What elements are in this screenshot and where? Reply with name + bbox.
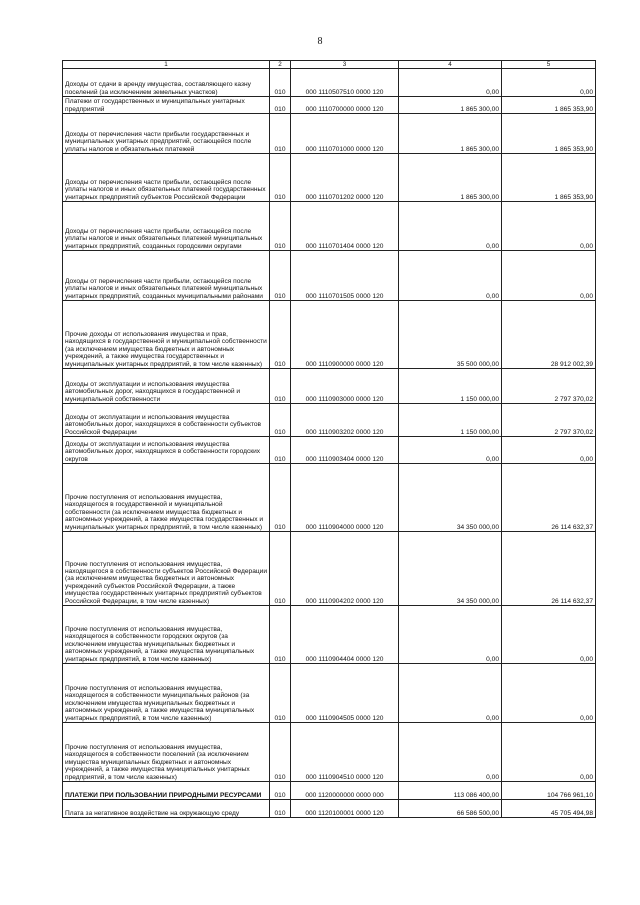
row-line-code: 010: [270, 464, 291, 532]
row-classification-code: 000 1110904202 0000 120: [291, 532, 399, 606]
row-plan-value: 0,00: [399, 251, 502, 301]
row-classification-code: 000 1110904404 0000 120: [291, 606, 399, 664]
row-classification-code: 000 1110701202 0000 120: [291, 154, 399, 202]
row-name: ПЛАТЕЖИ ПРИ ПОЛЬЗОВАНИИ ПРИРОДНЫМИ РЕСУРСАМИ: [63, 782, 270, 800]
row-fact-value: 104 766 961,10: [502, 782, 596, 800]
table-row: [63, 606, 596, 664]
row-line-code: 010: [270, 532, 291, 606]
row-name: Доходы от перечисления части прибыли государственных и муниципальных унитарных предприятий, остающейся после уплаты налогов и обязательных платежей: [63, 114, 270, 154]
column-header: 1: [63, 61, 270, 69]
table-row: [63, 437, 596, 464]
table-row: [63, 202, 596, 251]
column-header: 5: [502, 61, 596, 69]
row-plan-value: 35 500 000,00: [399, 301, 502, 369]
row-fact-value: 0,00: [502, 664, 596, 723]
row-classification-code: 000 1120000000 0000 000: [291, 782, 399, 800]
row-fact-value: 28 912 002,39: [502, 301, 596, 369]
row-name: Прочие поступления от использования имущества, находящегося в государственной и муниципальной собственности (за исключением имущества бюджетных и автономных учреждений, а также имущества государственных и муниципальных унитарных предприятий, в том числе казенных): [63, 464, 270, 532]
row-classification-code: 000 1110700000 0000 120: [291, 97, 399, 114]
row-line-code: 010: [270, 606, 291, 664]
row-name: Прочие доходы от использования имущества и прав, находящихся в государственной и муниципальной собственности (за исключением имущества бюджетных и автономных учреждений, а также имущества государственных и муниципальных унитарных предприятий, в том числе казенных): [63, 301, 270, 369]
row-plan-value: 0,00: [399, 723, 502, 782]
table-row: [63, 723, 596, 782]
row-line-code: 010: [270, 251, 291, 301]
row-name: Прочие поступления от использования имущества, находящегося в собственности муниципальных районов (за исключением имущества муниципальных бюджетных и автономных учреждений, а также имущества муниципальных унитарных предприятий, в том числе казенных): [63, 664, 270, 723]
row-line-code: 010: [270, 800, 291, 818]
revenue-table: [62, 60, 596, 818]
row-fact-value: 0,00: [502, 69, 596, 97]
row-plan-value: 0,00: [399, 606, 502, 664]
row-name: Прочие поступления от использования имущества, находящегося в собственности поселений (за исключением имущества муниципальных бюджетных и автономных учреждений, а также имущества муниципальных унитарных предприятий, в том числе казенных): [63, 723, 270, 782]
row-plan-value: 1 865 300,00: [399, 154, 502, 202]
row-name: Доходы от перечисления части прибыли, остающейся после уплаты налогов и иных обязательных платежей муниципальных унитарных предприятий, созданных городскими округами: [63, 202, 270, 251]
table-row: [63, 301, 596, 369]
row-fact-value: 0,00: [502, 437, 596, 464]
table-row: [63, 800, 596, 818]
table-row: [63, 114, 596, 154]
row-plan-value: 0,00: [399, 664, 502, 723]
row-name: Доходы от сдачи в аренду имущества, составляющего казну поселений (за исключением земельных участков): [63, 69, 270, 97]
row-fact-value: 1 865 353,90: [502, 114, 596, 154]
row-fact-value: 0,00: [502, 723, 596, 782]
row-classification-code: 000 1110701000 0000 120: [291, 114, 399, 154]
table-row: [63, 251, 596, 301]
row-classification-code: 000 1120100001 0000 120: [291, 800, 399, 818]
column-header: 4: [399, 61, 502, 69]
row-plan-value: 1 150 000,00: [399, 369, 502, 404]
row-plan-value: 1 150 000,00: [399, 404, 502, 437]
row-fact-value: 0,00: [502, 251, 596, 301]
table-row: [63, 404, 596, 437]
row-line-code: 010: [270, 437, 291, 464]
row-fact-value: 1 865 353,90: [502, 154, 596, 202]
table-row: [63, 782, 596, 800]
table-row: [63, 664, 596, 723]
row-plan-value: 0,00: [399, 437, 502, 464]
row-fact-value: 2 797 370,02: [502, 404, 596, 437]
column-header: 2: [270, 61, 291, 69]
row-name: Доходы от перечисления части прибыли, остающейся после уплаты налогов и иных обязательных платежей государственных унитарных предприятий субъектов Российской Федерации: [63, 154, 270, 202]
row-fact-value: 26 114 632,37: [502, 532, 596, 606]
table-row: [63, 532, 596, 606]
page-number: 8: [317, 36, 323, 47]
row-line-code: 010: [270, 664, 291, 723]
row-classification-code: 000 1110701404 0000 120: [291, 202, 399, 251]
row-line-code: 010: [270, 114, 291, 154]
table-row: [63, 97, 596, 114]
row-classification-code: 000 1110903000 0000 120: [291, 369, 399, 404]
row-classification-code: 000 1110900000 0000 120: [291, 301, 399, 369]
row-name: Доходы от перечисления части прибыли, остающейся после уплаты налогов и иных обязательных платежей муниципальных унитарных предприятий, созданных муниципальными районами: [63, 251, 270, 301]
row-line-code: 010: [270, 202, 291, 251]
row-classification-code: 000 1110507510 0000 120: [291, 69, 399, 97]
row-classification-code: 000 1110903404 0000 120: [291, 437, 399, 464]
row-line-code: 010: [270, 301, 291, 369]
row-classification-code: 000 1110903202 0000 120: [291, 404, 399, 437]
row-name: Прочие поступления от использования имущества, находящегося в собственности городских округов (за исключением имущества муниципальных бюджетных и автономных учреждений, а также имущества муниципальных унитарных предприятий, в том числе казенных): [63, 606, 270, 664]
row-name: Плата за негативное воздействие на окружающую среду: [63, 800, 270, 818]
row-fact-value: 0,00: [502, 202, 596, 251]
row-line-code: 010: [270, 154, 291, 202]
row-plan-value: 66 586 500,00: [399, 800, 502, 818]
row-plan-value: 0,00: [399, 202, 502, 251]
row-fact-value: 1 865 353,90: [502, 97, 596, 114]
row-line-code: 010: [270, 782, 291, 800]
table-row: [63, 154, 596, 202]
row-plan-value: 1 865 300,00: [399, 97, 502, 114]
row-line-code: 010: [270, 97, 291, 114]
row-name: Прочие поступления от использования имущества, находящегося в собственности субъектов Российской Федерации (за исключением имущества бюджетных и автономных учреждений субъектов Российской Федерации, а также имущества государственных унитарных предприятий субъектов Российской Федерации, в том числе казенных): [63, 532, 270, 606]
row-name: Доходы от эксплуатации и использования имущества автомобильных дорог, находящихся в собственности субъектов Российской Федерации: [63, 404, 270, 437]
row-plan-value: 34 350 000,00: [399, 464, 502, 532]
row-fact-value: 45 705 494,98: [502, 800, 596, 818]
column-header: 3: [291, 61, 399, 69]
row-plan-value: 1 865 300,00: [399, 114, 502, 154]
row-name: Доходы от эксплуатации и использования имущества автомобильных дорог, находящихся в собственности городских округов: [63, 437, 270, 464]
row-line-code: 010: [270, 369, 291, 404]
row-classification-code: 000 1110904000 0000 120: [291, 464, 399, 532]
table-row: [63, 369, 596, 404]
table-row: [63, 69, 596, 97]
row-plan-value: 113 086 400,00: [399, 782, 502, 800]
row-plan-value: 0,00: [399, 69, 502, 97]
row-fact-value: 0,00: [502, 606, 596, 664]
row-fact-value: 26 114 632,37: [502, 464, 596, 532]
row-name: Доходы от эксплуатации и использования имущества автомобильных дорог, находящихся в государственной и муниципальной собственности: [63, 369, 270, 404]
row-classification-code: 000 1110904510 0000 120: [291, 723, 399, 782]
row-classification-code: 000 1110701505 0000 120: [291, 251, 399, 301]
table-row: [63, 464, 596, 532]
row-line-code: 010: [270, 404, 291, 437]
row-name: Платежи от государственных и муниципальных унитарных предприятий: [63, 97, 270, 114]
row-fact-value: 2 797 370,02: [502, 369, 596, 404]
table-header-row: [63, 61, 596, 69]
row-plan-value: 34 350 000,00: [399, 532, 502, 606]
row-line-code: 010: [270, 69, 291, 97]
row-classification-code: 000 1110904505 0000 120: [291, 664, 399, 723]
row-line-code: 010: [270, 723, 291, 782]
